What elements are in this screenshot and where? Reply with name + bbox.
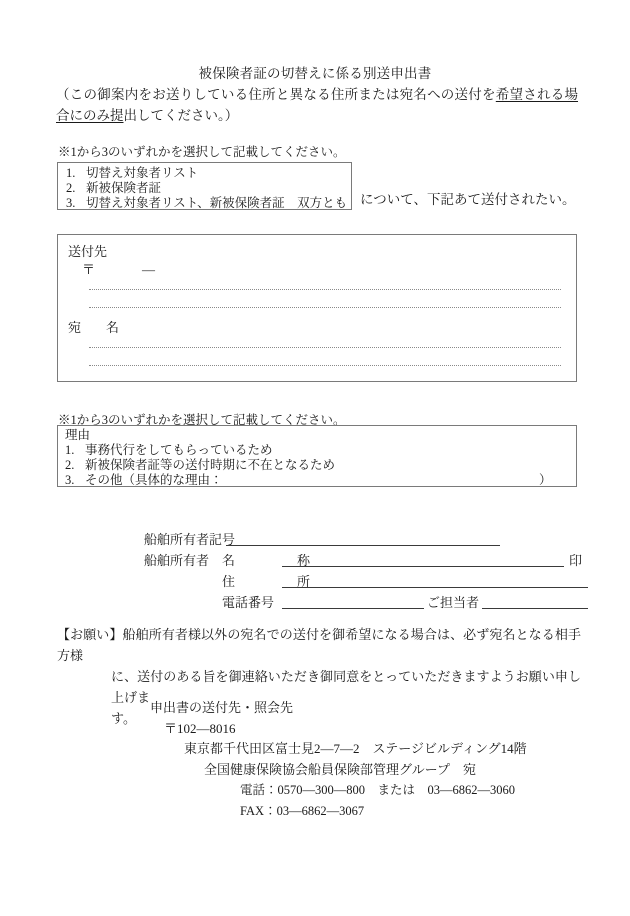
request-note-line-1: 【お願い】船舶所有者様以外の宛名での送付を御希望になる場合は、必ず宛名となる相手方様 bbox=[57, 627, 581, 663]
intro-text-underlined: 希望される場合にのみ提 bbox=[56, 87, 579, 123]
owner-name-label: 名 称 bbox=[222, 553, 323, 568]
owner-name-row[interactable] bbox=[144, 549, 584, 570]
owner-code-row[interactable] bbox=[144, 528, 584, 549]
reason-heading: 理由 bbox=[65, 428, 91, 442]
owner-code-label: 船舶所有者記号 bbox=[144, 532, 236, 547]
seal-label: 印 bbox=[569, 553, 583, 568]
owner-tel-label: 電話番号 bbox=[222, 595, 275, 610]
postal-code-field[interactable] bbox=[82, 259, 156, 278]
postal-mark-icon: 〒 bbox=[82, 262, 97, 277]
recipient-label: 宛 名 bbox=[68, 320, 126, 335]
reason-label-1: 事務代行をしてもらっているため bbox=[85, 443, 273, 457]
owner-address-input-line[interactable] bbox=[282, 587, 588, 588]
choice-item-1[interactable] bbox=[66, 166, 351, 181]
choice-number-2: 2. bbox=[66, 181, 76, 195]
choice-label-3: 切替え対象者リスト、新被保険者証 双方とも bbox=[86, 196, 348, 210]
choice-label-1: 切替え対象者リスト bbox=[86, 166, 199, 180]
address-write-line-2[interactable] bbox=[89, 307, 561, 308]
reason-label-2: 新被保険者証等の送付時期に不在となるため bbox=[85, 458, 336, 472]
reason-item-3[interactable] bbox=[65, 473, 576, 488]
owner-tel-row[interactable] bbox=[144, 591, 584, 612]
footer-contact bbox=[150, 698, 527, 821]
choice-item-2[interactable] bbox=[66, 181, 351, 196]
footer-organization: 全国健康保険協会船員保険部管理グループ 宛 bbox=[204, 761, 476, 777]
reason-number-1: 1. bbox=[65, 443, 75, 457]
reason-box[interactable] bbox=[57, 425, 577, 487]
recipient-write-line-1[interactable] bbox=[89, 347, 561, 348]
reason-paren-close: ） bbox=[539, 473, 552, 487]
postal-dash: — bbox=[142, 262, 157, 277]
reason-item-1[interactable] bbox=[65, 443, 576, 458]
intro-text-after: 出してください。） bbox=[123, 108, 239, 123]
request-note-line-2: に、送付のある旨を御連絡いただき御同意をとっていただきますようお願い申し上げま bbox=[111, 669, 581, 705]
owner-contact-label: ご担当者 bbox=[424, 592, 482, 611]
footer-fax: FAX：03—6862—3067 bbox=[240, 803, 365, 818]
selection-note: ※1から3のいずれかを選択して記載してください。 bbox=[58, 145, 346, 159]
choice-number-1: 1. bbox=[66, 166, 76, 180]
about-sentence: について、下記あて送付されたい。 bbox=[360, 192, 576, 207]
intro-text-before: （この御案内をお送りしている住所と異なる住所または宛名への送付を bbox=[56, 87, 496, 102]
request-note-line-3: す。 bbox=[111, 711, 136, 726]
footer-heading: 申出書の送付先・照会先 bbox=[150, 700, 294, 715]
choice-item-3[interactable] bbox=[66, 196, 351, 211]
owner-name-input-line[interactable] bbox=[282, 566, 564, 567]
choice-box[interactable] bbox=[57, 162, 352, 210]
intro-paragraph bbox=[56, 84, 578, 126]
owner-label: 船舶所有者 bbox=[144, 553, 210, 568]
reason-label-3: その他（具体的な理由： bbox=[85, 473, 223, 487]
address-box[interactable] bbox=[57, 234, 577, 382]
footer-address: 東京都千代田区富士見2—7—2 ステージビルディング14階 bbox=[184, 741, 527, 756]
destination-label: 送付先 bbox=[68, 244, 108, 259]
footer-postal: 〒102—8016 bbox=[164, 720, 236, 736]
reason-number-2: 2. bbox=[65, 458, 75, 472]
reason-note: ※1から3のいずれかを選択して記載してください。 bbox=[58, 413, 346, 427]
owner-fields bbox=[144, 528, 584, 612]
recipient-write-line-2[interactable] bbox=[89, 365, 561, 366]
address-write-line-1[interactable] bbox=[89, 289, 561, 290]
reason-number-3: 3. bbox=[65, 473, 75, 487]
reason-item-2[interactable] bbox=[65, 458, 576, 473]
footer-telephone: 電話：0570—300—800 または 03—6862—3060 bbox=[240, 783, 516, 797]
choice-number-3: 3. bbox=[66, 196, 76, 210]
choice-label-2: 新被保険者証 bbox=[86, 181, 162, 195]
owner-address-label: 住 所 bbox=[222, 574, 323, 589]
page-title: 被保険者証の切替えに係る別送申出書 bbox=[198, 66, 432, 81]
owner-code-input-line[interactable] bbox=[226, 545, 500, 546]
owner-address-row[interactable] bbox=[144, 570, 584, 591]
